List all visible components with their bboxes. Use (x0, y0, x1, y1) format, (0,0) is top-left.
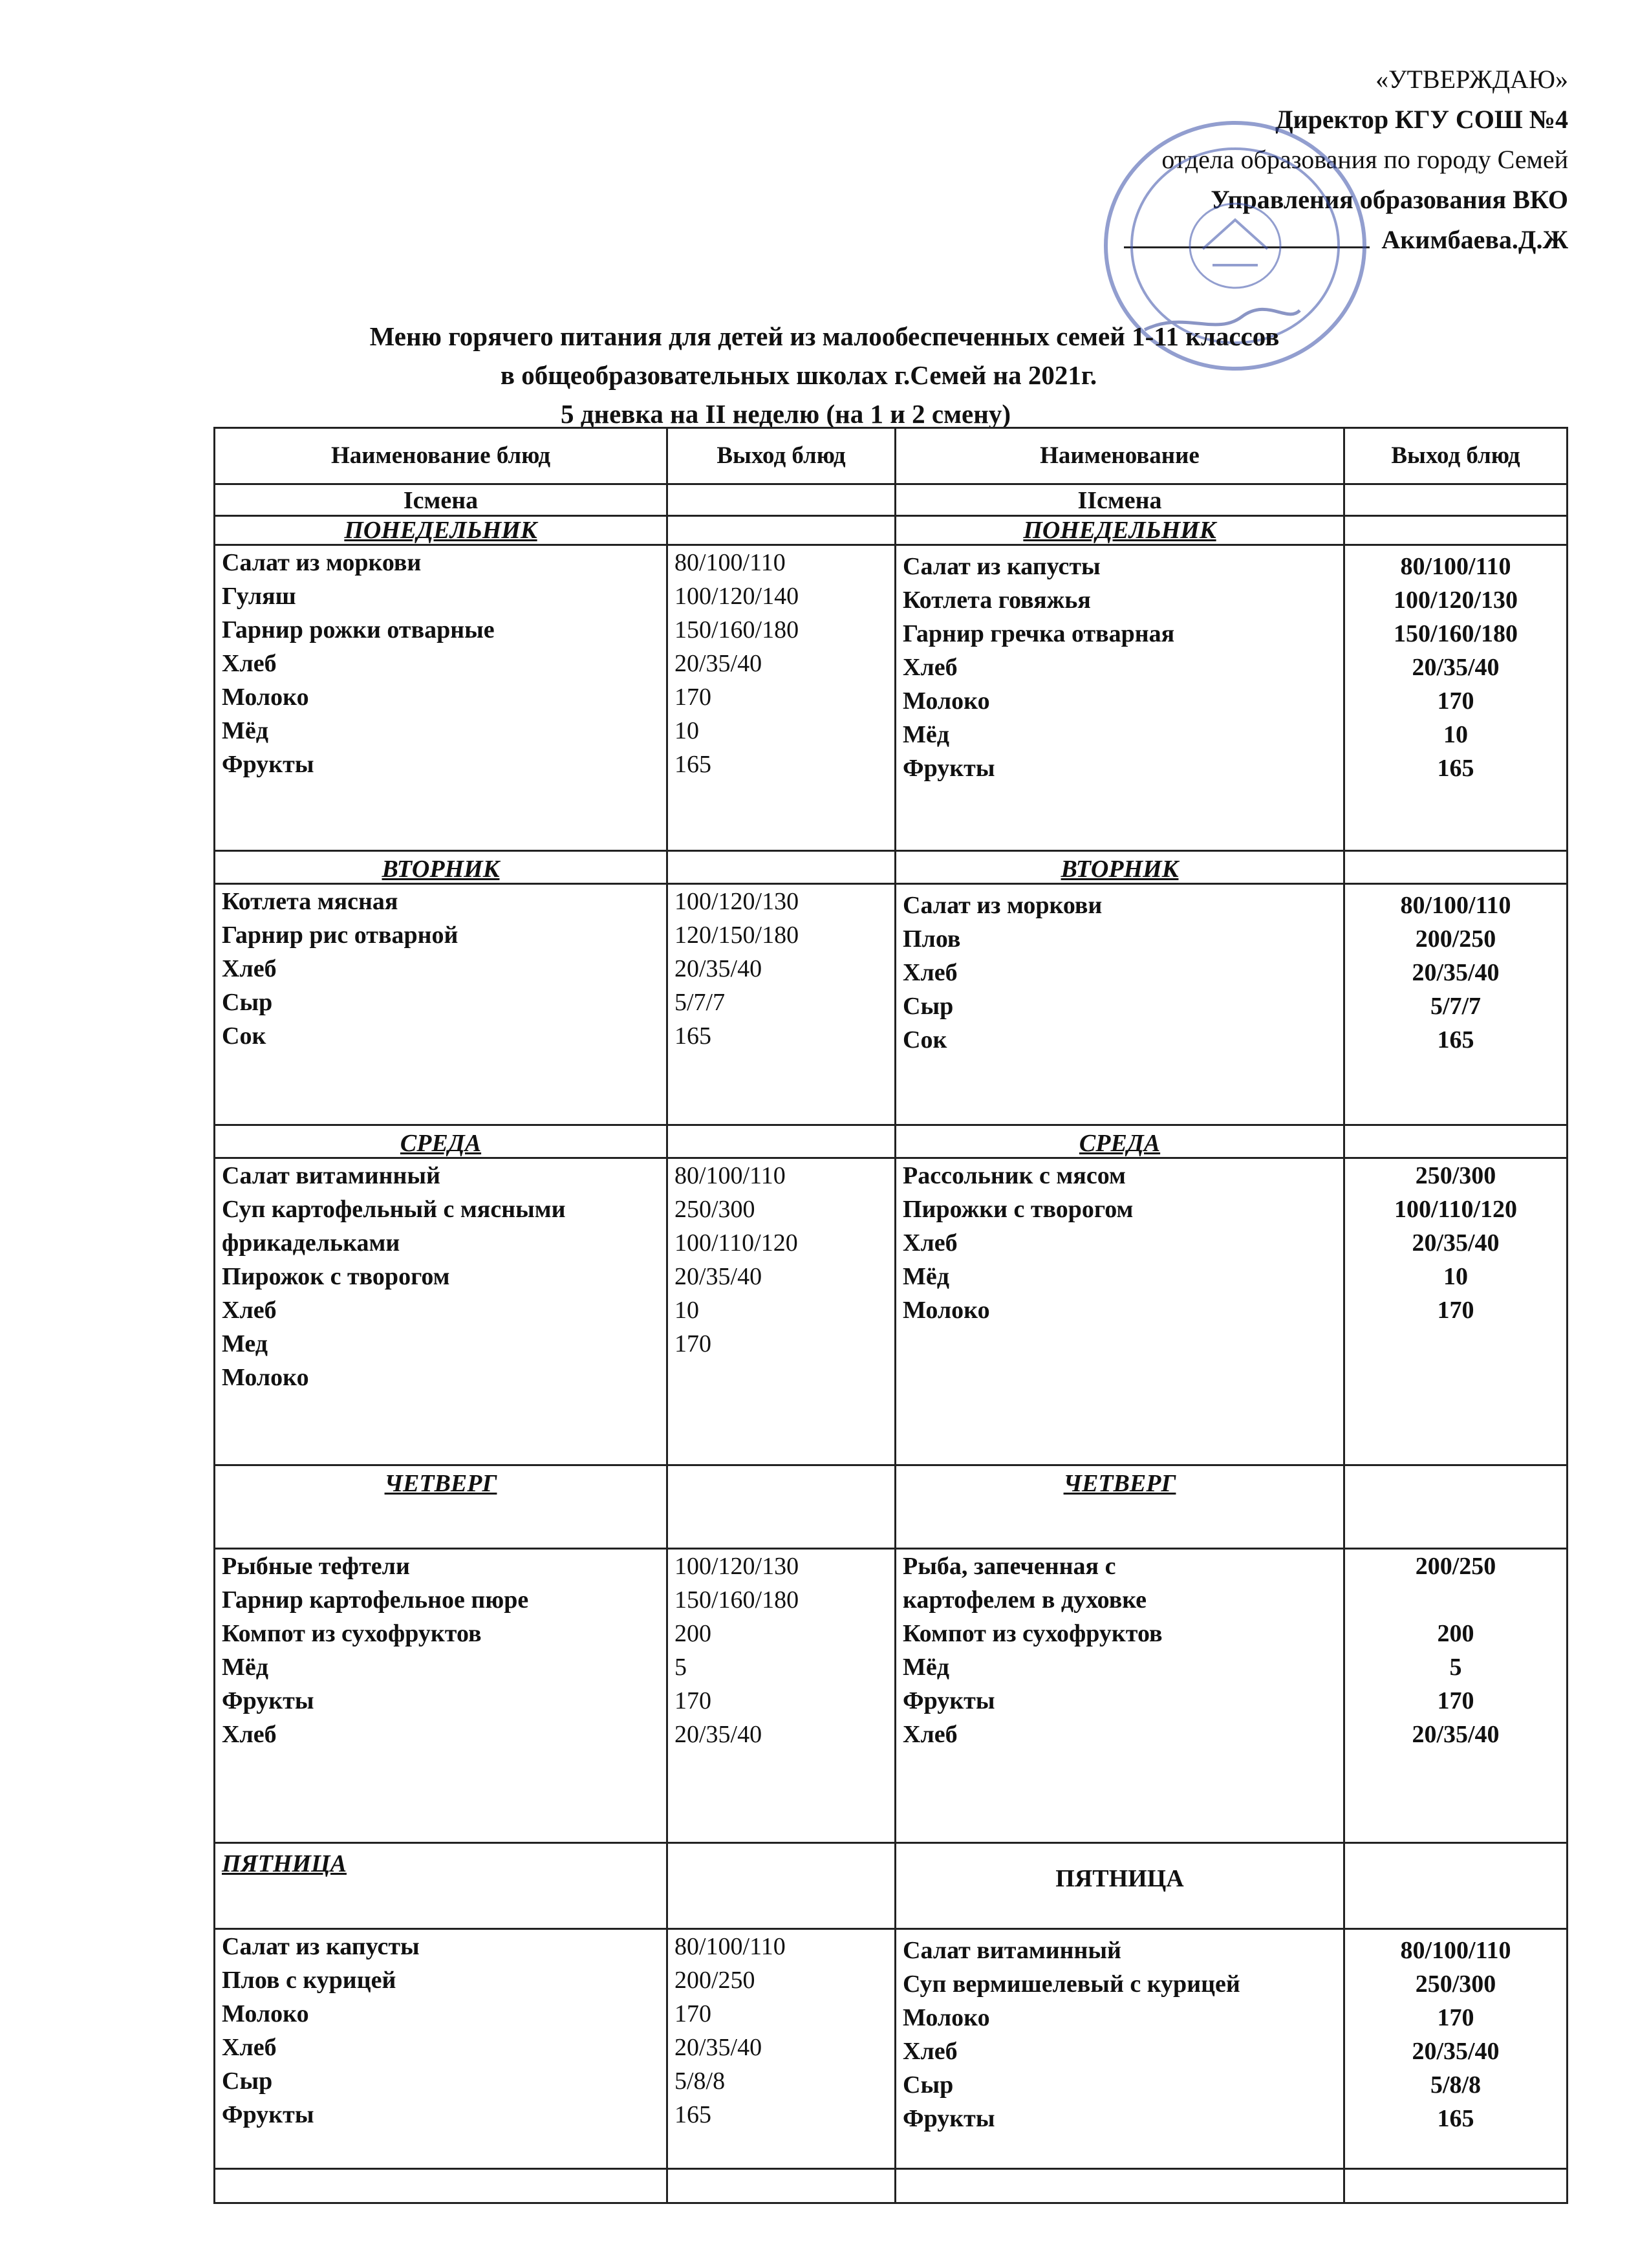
portion: 20/35/40 (1412, 1229, 1500, 1257)
dish: Фрукты (222, 751, 314, 778)
portion: 80/100/110 (1400, 553, 1511, 580)
portion: 250/300 (1415, 1162, 1496, 1189)
shift-second-label: IIсмена (896, 484, 1344, 516)
dish: Рыбные тефтели (222, 1553, 410, 1580)
shift2-items (896, 884, 1344, 1125)
menu-row-tuesday (215, 884, 1568, 1125)
dish: Хлеб (903, 654, 958, 681)
dish: Гарнир рис отварной (222, 922, 458, 949)
portion: 165 (1437, 755, 1474, 782)
shift1-portions (667, 545, 896, 851)
portion: 170 (674, 2000, 711, 2027)
portion: 200/250 (1415, 925, 1496, 953)
menu-title-line1: Меню горячего питания для детей из малообеспеченных семей 1-11 классов (369, 321, 1280, 351)
dish: Хлеб (903, 959, 958, 986)
dish: Рыба, запеченная с (903, 1553, 1116, 1580)
portion: 170 (1437, 1687, 1474, 1714)
portion: 170 (674, 1687, 711, 1714)
approval-heading: «УТВЕРЖДАЮ» (1375, 65, 1568, 94)
dish: Мёд (222, 717, 268, 744)
shift2-items (896, 1549, 1344, 1843)
approval-signatory: Акимбаева.Д.Ж (1381, 225, 1568, 254)
portion: 80/100/110 (674, 1162, 786, 1189)
day-label-monday: ПОНЕДЕЛЬНИК (215, 516, 667, 545)
dish: Мёд (903, 1263, 949, 1290)
portion: 80/100/110 (1400, 892, 1511, 919)
portion: 170 (674, 1330, 711, 1357)
approval-department: отдела образования по городу Семей (1161, 145, 1568, 174)
dish: Плов с курицей (222, 1967, 396, 1994)
portion: 5/8/8 (1430, 2071, 1482, 2099)
shift1-items (215, 545, 667, 851)
menu-title (0, 317, 1649, 433)
shift-row (215, 484, 1568, 516)
portion: 20/35/40 (1412, 2038, 1500, 2065)
day-label-wednesday-2: СРЕДА (896, 1125, 1344, 1158)
dish: Сок (903, 1026, 947, 1053)
dish: Гуляш (222, 583, 296, 610)
dish: Гарнир картофельное пюре (222, 1586, 529, 1614)
dish: Мёд (222, 1654, 268, 1681)
dish: Молоко (222, 1364, 309, 1391)
portion: 200 (674, 1620, 711, 1647)
portion: 170 (1437, 2004, 1474, 2031)
dish: Котлета говяжья (903, 587, 1091, 614)
portion: 100/110/120 (1394, 1196, 1518, 1223)
day-label-thursday: ЧЕТВЕРГ (215, 1465, 667, 1549)
dish: Пирожки с творогом (903, 1196, 1134, 1223)
portion: 20/35/40 (674, 1263, 762, 1290)
portion: 5/7/7 (674, 989, 726, 1016)
dish: Салат витаминный (222, 1162, 440, 1189)
header-dish-name: Наименование блюд (215, 428, 667, 484)
shift-first-label: Iсмена (215, 484, 667, 516)
day-label-monday-2: ПОНЕДЕЛЬНИК (896, 516, 1344, 545)
dish: Сыр (222, 989, 273, 1016)
dish: картофелем в духовке (903, 1586, 1147, 1614)
portion: 80/100/110 (674, 1933, 786, 1960)
portion: 165 (1437, 2105, 1474, 2132)
dish: фрикадельками (222, 1229, 400, 1257)
shift1-items (215, 884, 667, 1125)
dish: Сыр (903, 993, 954, 1020)
shift1-portions (667, 1549, 896, 1843)
day-label-tuesday-2: ВТОРНИК (896, 851, 1344, 884)
dish: Салат из моркови (903, 892, 1103, 919)
day-row-thursday (215, 1465, 1568, 1549)
dish: Сыр (903, 2071, 954, 2099)
portion: 5/8/8 (674, 2068, 726, 2095)
dish: Сок (222, 1022, 266, 1050)
dish: Котлета мясная (222, 888, 398, 915)
portion: 170 (674, 684, 711, 711)
shift1-items (215, 1549, 667, 1843)
portion: 150/160/180 (674, 616, 799, 643)
dish: Компот из сухофруктов (222, 1620, 482, 1647)
shift2-portions (1344, 545, 1568, 851)
portion: 10 (1443, 721, 1468, 748)
dish: Молоко (903, 687, 990, 715)
portion: 250/300 (1415, 1971, 1496, 1998)
portion: 5 (1449, 1654, 1462, 1681)
shift2-items (896, 1929, 1344, 2169)
menu-row-wednesday (215, 1158, 1568, 1465)
dish: Фрукты (222, 2101, 314, 2128)
shift2-items (896, 545, 1344, 851)
dish: Хлеб (903, 1229, 958, 1257)
menu-title-line3: 5 дневка на II неделю (на 1 и 2 смену) (560, 399, 1011, 429)
portion: 5/7/7 (1430, 993, 1482, 1020)
header-name: Наименование (896, 428, 1344, 484)
dish: Хлеб (222, 1721, 277, 1748)
dish: Салат из капусты (222, 1933, 420, 1960)
dish: Суп вермишелевый с курицей (903, 1971, 1240, 1998)
dish: Мёд (903, 1654, 949, 1681)
day-label-thursday-2: ЧЕТВЕРГ (896, 1465, 1344, 1549)
dish: Молоко (903, 1297, 990, 1324)
portion: 150/160/180 (1393, 620, 1518, 647)
dish: Рассольник с мясом (903, 1162, 1126, 1189)
day-row-friday (215, 1843, 1568, 1929)
portion: 170 (1437, 687, 1474, 715)
dish: Хлеб (222, 955, 277, 982)
dish: Плов (903, 925, 961, 953)
dish: Гарнир гречка отварная (903, 620, 1175, 647)
portion: 120/150/180 (674, 922, 799, 949)
menu-row-monday (215, 545, 1568, 851)
dish: Мед (222, 1330, 268, 1357)
shift1-items (215, 1929, 667, 2169)
empty-row (215, 2169, 1568, 2203)
dish: Пирожок с творогом (222, 1263, 450, 1290)
portion: 20/35/40 (1412, 654, 1500, 681)
dish: Сыр (222, 2068, 273, 2095)
shift1-portions (667, 1929, 896, 2169)
portion: 150/160/180 (674, 1586, 799, 1614)
dish: Хлеб (903, 2038, 958, 2065)
dish: Молоко (222, 2000, 309, 2027)
menu-table (213, 427, 1568, 2204)
portion: 80/100/110 (1400, 1937, 1511, 1964)
menu-title-line2: в общеобразовательных школах г.Семей на 2021г. (500, 360, 1097, 390)
shift1-portions (667, 1158, 896, 1465)
portion: 20/35/40 (1412, 1721, 1500, 1748)
day-row-wednesday (215, 1125, 1568, 1158)
portion: 165 (674, 2101, 711, 2128)
portion: 20/35/40 (1412, 959, 1500, 986)
portion: 200/250 (674, 1967, 755, 1994)
dish: Молоко (222, 684, 309, 711)
dish: Хлеб (222, 2034, 277, 2061)
portion: 165 (674, 1022, 711, 1050)
dish: Салат витаминный (903, 1937, 1121, 1964)
dish: Хлеб (222, 650, 277, 677)
dish: Хлеб (222, 1297, 277, 1324)
dish: Фрукты (903, 2105, 995, 2132)
portion: 10 (674, 1297, 699, 1324)
portion: 5 (674, 1654, 687, 1681)
day-label-wednesday: СРЕДА (215, 1125, 667, 1158)
header-portion-2: Выход блюд (1344, 428, 1568, 484)
dish: Компот из сухофруктов (903, 1620, 1163, 1647)
portion: 200/250 (1415, 1553, 1496, 1580)
menu-row-friday (215, 1929, 1568, 2169)
portion: 100/120/130 (674, 1553, 799, 1580)
portion: 170 (1437, 1297, 1474, 1324)
dish: Гарнир рожки отварные (222, 616, 495, 643)
portion: 20/35/40 (674, 955, 762, 982)
approval-administration: Управления образования ВКО (1211, 185, 1568, 214)
shift2-portions (1344, 1158, 1568, 1465)
dish: Суп картофельный с мясными (222, 1196, 566, 1223)
day-label-friday-2: ПЯТНИЦА (896, 1843, 1344, 1929)
dish: Молоко (903, 2004, 990, 2031)
portion: 20/35/40 (674, 650, 762, 677)
dish: Фрукты (903, 755, 995, 782)
shift2-portions (1344, 884, 1568, 1125)
portion: 165 (1437, 1026, 1474, 1053)
shift2-portions (1344, 1549, 1568, 1843)
portion: 100/120/130 (674, 888, 799, 915)
day-row-monday (215, 516, 1568, 545)
menu-row-thursday (215, 1549, 1568, 1843)
header-portion: Выход блюд (667, 428, 896, 484)
shift2-items (896, 1158, 1344, 1465)
portion: 165 (674, 751, 711, 778)
day-row-tuesday (215, 851, 1568, 884)
shift1-items (215, 1158, 667, 1465)
header-row (215, 428, 1568, 484)
day-label-tuesday: ВТОРНИК (215, 851, 667, 884)
approval-director: Директор КГУ СОШ №4 (1275, 105, 1568, 134)
portion: 100/120/140 (674, 583, 799, 610)
portion: 20/35/40 (674, 1721, 762, 1748)
portion: 100/110/120 (674, 1229, 798, 1257)
portion: 10 (674, 717, 699, 744)
dish: Фрукты (222, 1687, 314, 1714)
portion: 20/35/40 (674, 2034, 762, 2061)
dish: Салат из моркови (222, 549, 422, 576)
dish: Фрукты (903, 1687, 995, 1714)
portion: 250/300 (674, 1196, 755, 1223)
shift1-portions (667, 884, 896, 1125)
dish: Мёд (903, 721, 949, 748)
portion: 200 (1437, 1620, 1474, 1647)
dish: Хлеб (903, 1721, 958, 1748)
portion-spacer (1352, 1583, 1560, 1617)
dish: Салат из капусты (903, 553, 1101, 580)
portion: 80/100/110 (674, 549, 786, 576)
day-label-friday: ПЯТНИЦА (215, 1843, 667, 1929)
portion: 10 (1443, 1263, 1468, 1290)
shift2-portions (1344, 1929, 1568, 2169)
portion: 100/120/130 (1393, 587, 1518, 614)
